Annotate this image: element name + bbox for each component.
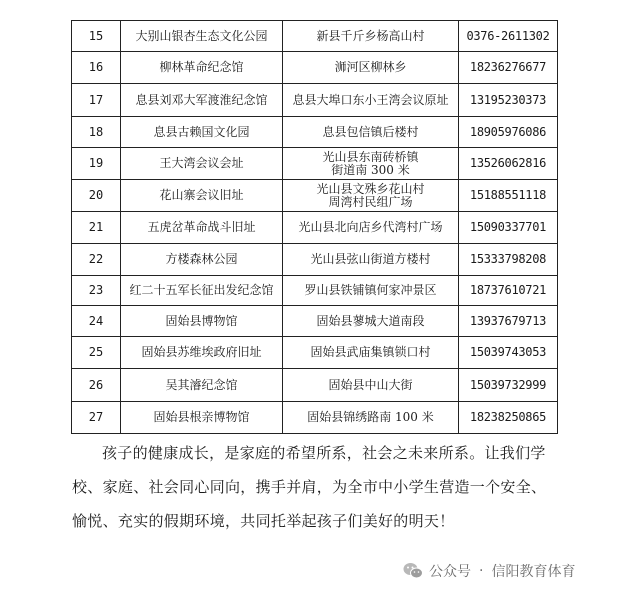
row-number: 24 <box>72 306 121 337</box>
table-row <box>72 148 558 180</box>
contact-phone: 15333798208 <box>459 244 558 276</box>
footer-separator: · <box>479 563 484 579</box>
place-address: 固始县中山大街 <box>283 369 459 402</box>
place-name: 固始县根亲博物馆 <box>121 402 283 434</box>
closing-paragraph: 孩子的健康成长，是家庭的希望所系，社会之未来所系。让我们学校、家庭、社会同心同向，携手并肩，为全市中小学生营造一个安全、愉悦、充实的假期环境，共同托举起孩子们美好的明天！ <box>72 444 547 530</box>
row-number: 25 <box>72 337 121 369</box>
row-number: 21 <box>72 212 121 244</box>
table-body <box>72 21 558 434</box>
place-address: 息县大埠口东小王湾会议原址 <box>283 84 459 117</box>
row-number: 22 <box>72 244 121 276</box>
place-name: 花山寨会议旧址 <box>121 180 283 212</box>
place-name: 息县刘邓大军渡淮纪念馆 <box>121 84 283 117</box>
place-address: 光山县文殊乡花山村 周湾村民组广场 <box>283 180 459 212</box>
contact-phone: 13937679713 <box>459 306 558 337</box>
place-address: 息县包信镇后楼村 <box>283 117 459 148</box>
place-address: 固始县武庙集镇锁口村 <box>283 337 459 369</box>
place-name: 红二十五军长征出发纪念馆 <box>121 276 283 306</box>
place-address: 光山县弦山街道方楼村 <box>283 244 459 276</box>
row-number: 20 <box>72 180 121 212</box>
table-row <box>72 402 558 434</box>
table-row <box>72 276 558 306</box>
place-address: 新县千斤乡杨高山村 <box>283 21 459 52</box>
contact-phone: 15090337701 <box>459 212 558 244</box>
table-row <box>72 21 558 52</box>
place-name: 柳林革命纪念馆 <box>121 52 283 84</box>
place-address: 罗山县铁铺镇何家冲景区 <box>283 276 459 306</box>
table-row <box>72 337 558 369</box>
contact-phone: 0376-2611302 <box>459 21 558 52</box>
contact-phone: 18238250865 <box>459 402 558 434</box>
place-name: 息县古赖国文化园 <box>121 117 283 148</box>
wechat-icon <box>403 562 423 580</box>
table-row <box>72 369 558 402</box>
table-row <box>72 244 558 276</box>
row-number: 17 <box>72 84 121 117</box>
place-address: 固始县锦绣路南 100 米 <box>283 402 459 434</box>
place-name: 方楼森林公园 <box>121 244 283 276</box>
place-address: 浉河区柳林乡 <box>283 52 459 84</box>
place-address: 固始县蓼城大道南段 <box>283 306 459 337</box>
table-row <box>72 84 558 117</box>
contact-phone: 15188551118 <box>459 180 558 212</box>
place-name: 五虎岔革命战斗旧址 <box>121 212 283 244</box>
place-name: 王大湾会议会址 <box>121 148 283 180</box>
place-name: 固始县博物馆 <box>121 306 283 337</box>
row-number: 26 <box>72 369 121 402</box>
contact-phone: 18905976086 <box>459 117 558 148</box>
contact-phone: 13526062816 <box>459 148 558 180</box>
contact-phone: 13195230373 <box>459 84 558 117</box>
place-name: 吴其濬纪念馆 <box>121 369 283 402</box>
footer-label: 公众号 <box>429 564 471 580</box>
row-number: 19 <box>72 148 121 180</box>
contact-phone: 15039732999 <box>459 369 558 402</box>
row-number: 18 <box>72 117 121 148</box>
table-row <box>72 306 558 337</box>
place-address: 光山县东南砖桥镇 街道南 300 米 <box>283 148 459 180</box>
contact-phone: 18737610721 <box>459 276 558 306</box>
place-name: 大别山银杏生态文化公园 <box>121 21 283 52</box>
footer-attribution <box>403 561 575 581</box>
contact-phone: 18236276677 <box>459 52 558 84</box>
attractions-table <box>71 20 558 434</box>
footer-account-name[interactable]: 信阳教育体育 <box>491 564 576 580</box>
contact-phone: 15039743053 <box>459 337 558 369</box>
row-number: 27 <box>72 402 121 434</box>
table-row <box>72 117 558 148</box>
row-number: 16 <box>72 52 121 84</box>
table-row <box>72 212 558 244</box>
table-row <box>72 180 558 212</box>
table-row <box>72 52 558 84</box>
row-number: 15 <box>72 21 121 52</box>
row-number: 23 <box>72 276 121 306</box>
place-address: 光山县北向店乡代湾村广场 <box>283 212 459 244</box>
place-name: 固始县苏维埃政府旧址 <box>121 337 283 369</box>
